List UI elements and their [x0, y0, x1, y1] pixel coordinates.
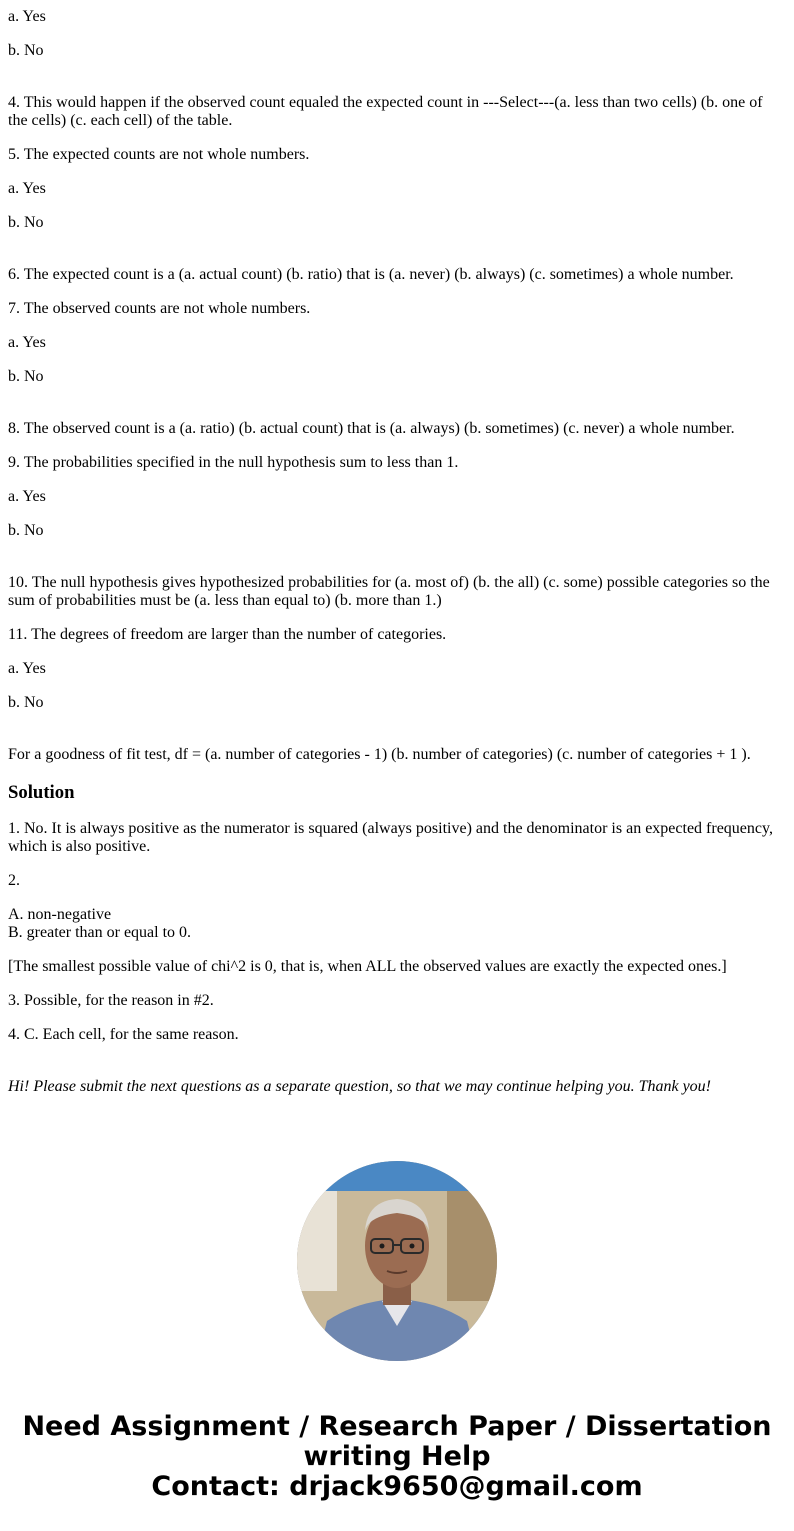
avatar-portrait — [297, 1161, 497, 1361]
answer-2-line-b: B. greater than or equal to 0. — [8, 924, 192, 941]
promo-line-1: Need Assignment / Research Paper / Dissertation — [22, 1411, 772, 1442]
q3-option-a: a. Yes — [8, 8, 46, 25]
q10-text: 10. The null hypothesis gives hypothesized probabilities for (a. most of) (b. the all) (c. some) possible categories so the sum of probabilities must be (a. less than equal to) (b. more than 1.) — [8, 574, 770, 609]
answer-2-note: [The smallest possible value of chi^2 is 0, that is, when ALL the observed values are exactly the expected ones.] — [8, 958, 727, 975]
answer-1: 1. No. It is always positive as the numerator is squared (always positive) and the denominator is an expected frequency, which is also positive. — [8, 820, 773, 855]
author-avatar — [297, 1161, 497, 1361]
solution-heading: Solution — [8, 782, 75, 803]
q3-option-b: b. No — [8, 42, 44, 59]
answer-4: 4. C. Each cell, for the same reason. — [8, 1026, 239, 1043]
answer-3: 3. Possible, for the reason in #2. — [8, 992, 214, 1009]
q11-option-a: a. Yes — [8, 660, 46, 677]
q11-text: 11. The degrees of freedom are larger than the number of categories. — [8, 626, 447, 643]
q9-option-a: a. Yes — [8, 488, 46, 505]
promo-banner — [0, 1412, 794, 1502]
q12-text: For a goodness of fit test, df = (a. number of categories - 1) (b. number of categories) (c. number of categories + 1 ). — [8, 746, 751, 763]
q4-text: 4. This would happen if the observed count equaled the expected count in ---Select---(a. less than two cells) (b. one of the cells) (c. each cell) of the table. — [8, 94, 763, 129]
q9-option-b: b. No — [8, 522, 44, 539]
closing-note: Hi! Please submit the next questions as a separate question, so that we may continue helping you. Thank you! — [8, 1078, 711, 1095]
document-body — [0, 8, 794, 1096]
q9-text: 9. The probabilities specified in the null hypothesis sum to less than 1. — [8, 454, 459, 471]
promo-line-2: writing Help — [303, 1441, 491, 1472]
answer-2-line-a: A. non-negative — [8, 906, 112, 923]
q5-text: 5. The expected counts are not whole numbers. — [8, 146, 310, 163]
answer-2: 2. — [8, 872, 20, 889]
q11-option-b: b. No — [8, 694, 44, 711]
q7-option-a: a. Yes — [8, 334, 46, 351]
q7-text: 7. The observed counts are not whole numbers. — [8, 300, 311, 317]
q5-option-a: a. Yes — [8, 180, 46, 197]
promo-contact: Contact: drjack9650@gmail.com — [151, 1471, 643, 1502]
q6-text: 6. The expected count is a (a. actual count) (b. ratio) that is (a. never) (b. always) (c. sometimes) a whole number. — [8, 266, 734, 283]
q7-option-b: b. No — [8, 368, 44, 385]
q8-text: 8. The observed count is a (a. ratio) (b. actual count) that is (a. always) (b. sometimes) (c. never) a whole number. — [8, 420, 735, 437]
q5-option-b: b. No — [8, 214, 44, 231]
